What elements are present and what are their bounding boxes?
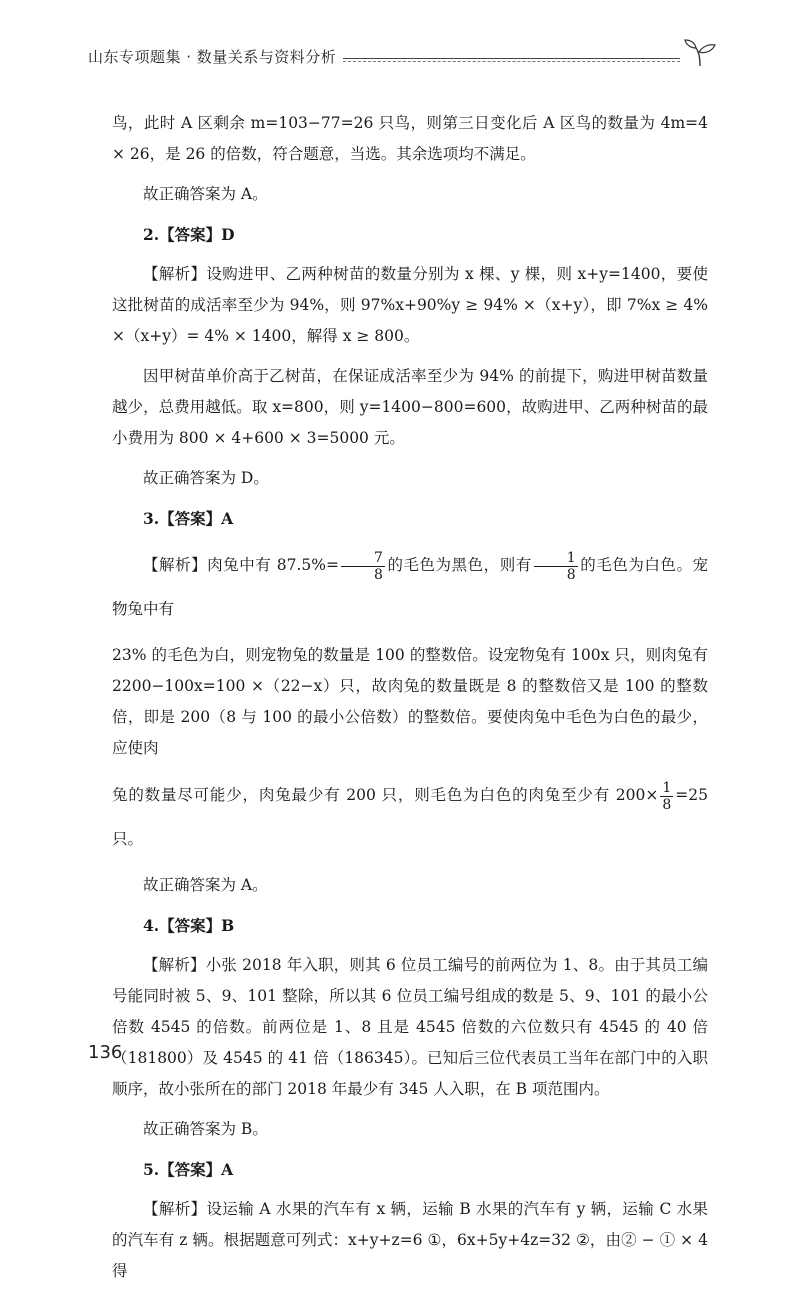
fraction-numerator: 1 bbox=[662, 779, 672, 796]
fraction-denominator: 8 bbox=[662, 796, 672, 813]
question-3-analysis-cont: 23% 的毛色为白，则宠物兔的数量是 100 的整数倍。设宠物兔有 100x 只，则肉兔有 2200−100x=100 ×（22−x）只，故肉兔的数量既是 8 的整数倍又是 100 的整数倍，即是 200（8 与 100 的最小公倍数）的整数倍。要使肉兔中毛色为白色的最少，应使肉 bbox=[112, 646, 708, 757]
question-3-analysis bbox=[112, 543, 708, 631]
sprout-icon bbox=[682, 38, 718, 68]
q3-end-post: =25 只。 bbox=[112, 786, 708, 848]
question-3-answer-label: 3.【答案】A bbox=[143, 509, 234, 528]
fraction-one-eighth bbox=[660, 780, 673, 813]
paragraph-continued: 鸟，此时 A 区剩余 m=103−77=26 只鸟，则第三日变化后 A 区鸟的数量为 4m=4 × 26，是 26 的倍数，符合题意，当选。其余选项均不满足。 bbox=[112, 114, 708, 163]
fraction-seven-eighths bbox=[341, 550, 385, 583]
page-content bbox=[112, 108, 708, 1296]
header-rule bbox=[343, 58, 680, 59]
page-number: 136 bbox=[88, 1042, 123, 1063]
question-3-analysis-end bbox=[112, 773, 708, 861]
fraction-numerator: 7 bbox=[341, 550, 385, 567]
q3-end-pre: 兔的数量尽可能少，肉兔最少有 200 只，则毛色为白色的肉兔至少有 200× bbox=[112, 786, 659, 804]
fraction-denominator: 8 bbox=[566, 566, 576, 583]
q3-text-post: 的毛色为白色。宠物兔中有 bbox=[112, 556, 708, 618]
question-4-analysis: 【解析】小张 2018 年入职，则其 6 位员工编号的前两位为 1、8。由于其员工编号能同时被 5、9、101 整除，所以其 6 位员工编号组成的数是 5、9、101 的最小公倍数 4545 的倍数。前两位是 1、8 且是 4545 倍数的六位数只有 4545 的 40 倍（181800）及 4545 的 41 倍（186345）。已知后三位代表员工当年在部门中的入职顺序，故小张所在的部门 2018 年最少有 345 人入职，在 B 项范围内。 bbox=[112, 956, 708, 1098]
page-header bbox=[88, 38, 728, 68]
fraction-one-eighth bbox=[534, 550, 578, 583]
q3-text-pre: 【解析】肉兔中有 87.5%= bbox=[143, 556, 339, 574]
question-3-conclusion: 故正确答案为 A。 bbox=[143, 876, 268, 894]
header-title: 山东专项题集 · 数量关系与资料分析 bbox=[88, 48, 337, 66]
question-2-conclusion: 故正确答案为 D。 bbox=[143, 469, 269, 487]
q3-text-mid: 的毛色为黑色，则有 bbox=[386, 556, 532, 574]
question-5-answer-label: 5.【答案】A bbox=[143, 1160, 234, 1179]
question-5-analysis: 【解析】设运输 A 水果的汽车有 x 辆，运输 B 水果的汽车有 y 辆，运输 C 水果的汽车有 z 辆。根据题意可列式：x+y+z=6 ①，6x+5y+4z=32 ②，由② − ① × 4 得 bbox=[112, 1200, 708, 1280]
question-4-answer-label: 4.【答案】B bbox=[143, 916, 235, 935]
question-2-analysis: 【解析】设购进甲、乙两种树苗的数量分别为 x 棵、y 棵，则 x+y=1400，要使这批树苗的成活率至少为 94%，则 97%x+90%y ≥ 94% ×（x+y），即 7%x ≥ 4% ×（x+y）= 4% × 1400，解得 x ≥ 800。 bbox=[112, 265, 708, 345]
fraction-denominator: 8 bbox=[373, 566, 383, 583]
header-rule-dashed bbox=[343, 61, 680, 62]
question-4-conclusion: 故正确答案为 B。 bbox=[143, 1120, 268, 1138]
fraction-numerator: 1 bbox=[534, 550, 578, 567]
question-2-answer-label: 2.【答案】D bbox=[143, 225, 235, 244]
answer-line-1: 故正确答案为 A。 bbox=[143, 185, 268, 203]
question-2-analysis-cont: 因甲树苗单价高于乙树苗，在保证成活率至少为 94% 的前提下，购进甲树苗数量越少，总费用越低。取 x=800，则 y=1400−800=600，故购进甲、乙两种树苗的最小费用为 800 × 4+600 × 3=5000 元。 bbox=[112, 367, 708, 447]
